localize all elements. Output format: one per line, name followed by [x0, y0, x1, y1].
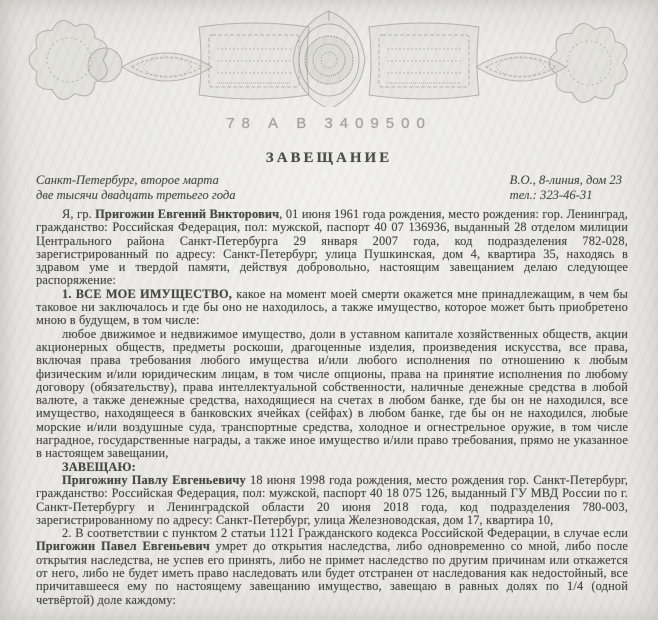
text-segment: какое на момент моей смерти окажется мне принадлежащим, в чем бы таковое ни заключалось и где бы оно не находилось, а также имущество, которое может быть приобретено мною в будущем, в том числе: [36, 286, 628, 328]
place-date-line-1: Санкт-Петербург, второе марта [36, 173, 219, 187]
bold-text-segment: Пригожину Павлу Евгеньевичу [62, 472, 246, 487]
place-and-date [36, 173, 236, 202]
bold-text-segment: ЗАВЕЩАЮ: [62, 459, 136, 474]
bold-text-segment: 1. ВСЕ МОЕ ИМУЩЕСТВО, [62, 286, 233, 301]
address-line-1: В.О., 8-линия, дом 23 [509, 173, 622, 187]
document-title: ЗАВЕЩАНИЕ [265, 150, 393, 166]
text-segment: умрет до открытия наследства, либо одновременно со мной, либо после открытия наследства, не успев его принять, либо не примет наследство по другим причинам или откажется от него, либо не будет иметь право наследовать или будет отстранен от наследования как недостойный, все причитавшееся ему по настоящему завещанию имущество, завещаю в равных долях по 1/4 (одной четвёртой) доле каждому: [36, 539, 628, 607]
right-emblem-plate-icon [369, 23, 479, 99]
guilloche-border-ornament-icon [19, 5, 639, 107]
left-rosette-icon [29, 21, 122, 100]
paragraph [36, 208, 628, 288]
text-segment: 18 июня 1998 года рождения, место рождения гор. Санкт-Петербург, гражданство: Российская Федерация, пол: мужской, паспорт 40 18 075 126, выданный ГУ МВД России по г. Санкт-Петербургу и Ленинградской области 20 июня 2018 года, код подразделения 780-003, зарегистрированному по адресу: Санкт-Петербург, улица Железноводская, дом 17, квартира 10, [36, 472, 628, 527]
text-segment: любое движимое и недвижимое имущество, доли в уставном капитале хозяйственных обществ, акции акционерных обществ, предметы роскоши, драгоценные изделия, произведения искусства, все права, включая права требования любого имущества и/или любого исполнения по отношению к любым физическим и/или юридическим лицам, в том числе опционы, права на принятие исполнения по любому договору (обязательству), права интеллектуальной собственности, наличные денежные средства в любой валюте, а также денежные средства, находящиеся на счетах в любом банке, где бы он не находился, все имущество, находящееся в банковских ячейках (сейфах) в любом банке, где бы он не находился, любые морские и/или воздушные суда, транспортные средства, холодное и огнестрельное оружие, в том числе наградное, государственные награды, а также иное имущество и/или право требования, прямо не указанное в настоящем завещании, [36, 326, 628, 461]
document-subheader [36, 173, 628, 202]
text-segment: 2. В соответствии с пунктом 2 статьи 1121 Гражданского кодекса Российской Федерации, в случае если [62, 526, 628, 541]
right-rosette-icon [549, 24, 627, 103]
bold-text-segment: Пригожин Евгений Викторович [95, 207, 280, 221]
left-link-icon [122, 53, 212, 81]
left-emblem-plate-icon [199, 23, 309, 99]
address-line-2: тел.: 323-46-31 [509, 187, 593, 202]
notary-address [510, 173, 622, 202]
will-text-body [36, 208, 628, 607]
place-date-line-2: две тысячи двадцать третьего года [36, 187, 236, 202]
paragraph [36, 461, 628, 474]
bold-text-segment: Пригожин Павел Евгеньевич [36, 539, 210, 554]
text-segment: Я, гр. [62, 207, 96, 221]
text-segment: , 01 июня 1961 года рождения, место рождения: гор. Ленинград, гражданство: Российская Федерация, пол: мужской, паспорт 40 07 136936, выданный 28 отделом милиции Центрального района Санкт-Петербурга 29 января 2007 года, код подразделения 782-028, зарегистрированный по адресу: Санкт-Петербург, улица Пушкинская, дом 4, квартира 35, находясь в здравом уме и твердой памяти, действуя добровольно, настоящим завещанием делаю следующее распоряжение: [36, 207, 628, 288]
paragraph [36, 527, 628, 607]
paragraph [36, 474, 628, 527]
form-serial-number: 78 А В 3409500 [226, 115, 432, 132]
paragraph [36, 328, 628, 461]
paragraph [36, 288, 628, 328]
